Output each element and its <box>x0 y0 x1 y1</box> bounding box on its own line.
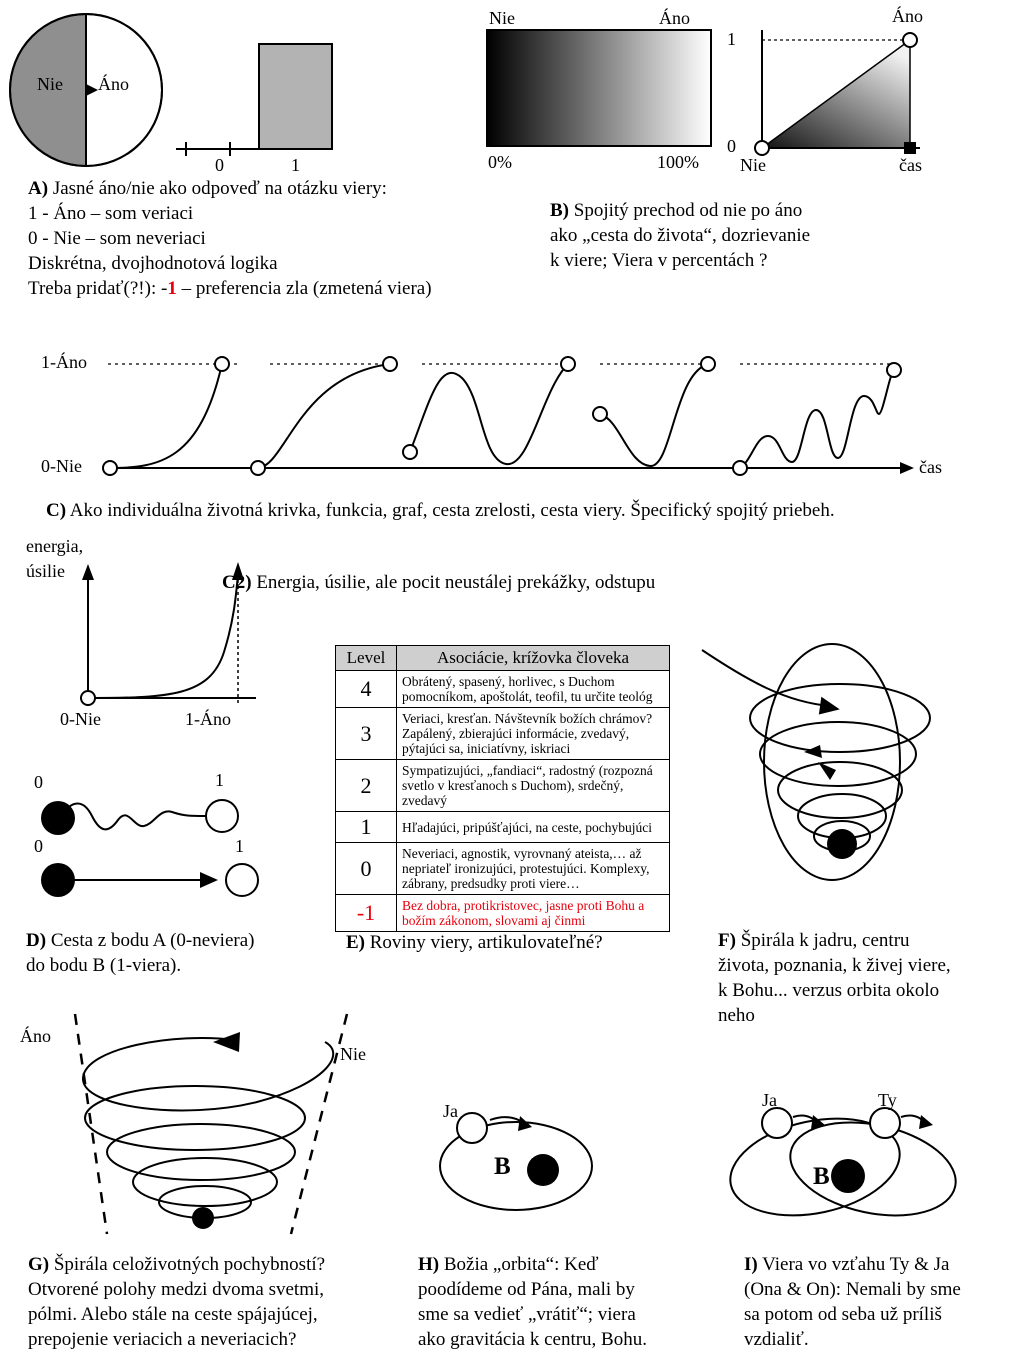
figure-c-curves <box>30 340 930 490</box>
caption-a-line4: Diskrétna, dvojhodnotová logika <box>28 253 278 274</box>
caption-g-line3: pólmi. Alebo stále na ceste spájajúcej, <box>28 1304 318 1325</box>
caption-c2-title: C2) <box>222 572 252 593</box>
level-value-minus1: -1 <box>336 895 397 932</box>
caption-e <box>346 930 686 955</box>
level-value-2: 2 <box>336 760 397 812</box>
caption-h-line2: poodídeme od Pána, mali by <box>418 1279 635 1300</box>
caption-g-title: G) <box>28 1254 50 1275</box>
level-text-1: Hľadajúci, pripúšťajúci, na ceste, pochybujúci <box>397 812 670 843</box>
table-header-level: Level <box>336 646 397 671</box>
table-row <box>336 812 670 843</box>
pie-label-nie: Nie <box>37 74 63 94</box>
figg-label-ano: Áno <box>20 1026 51 1046</box>
figc-label-ano: 1-Áno <box>41 352 87 372</box>
figi-label-ty: Ty <box>878 1090 897 1110</box>
figure-d-paths <box>20 780 260 910</box>
caption-b-line3: k viere; Viera v percentách ? <box>550 250 768 271</box>
figc2-ylabel-1: energia, <box>26 536 84 556</box>
caption-e-title: E) <box>346 932 365 953</box>
caption-d-line2: do bodu B (1-viera). <box>26 955 182 976</box>
figd-label-top-1: 1 <box>215 770 224 790</box>
caption-a-line5-pre: Treba pridať(?!): - <box>28 278 168 299</box>
level-value-3: 3 <box>336 708 397 760</box>
figc2-ylabel-2: úsilie <box>26 561 65 581</box>
caption-c-line1: Ako individuálna životná krivka, funkcia, graf, cesta zrelosti, cesta viery. Špecifický spojitý priebeh. <box>69 500 835 521</box>
gradient-label-nie: Nie <box>489 8 515 28</box>
table-row <box>336 760 670 812</box>
caption-d-title: D) <box>26 930 47 951</box>
figd-label-top-0: 0 <box>34 772 43 792</box>
levels-table-element <box>335 645 670 932</box>
caption-h-line4: ako gravitácia k centru, Bohu. <box>418 1329 647 1350</box>
level-text-2: Sympatizujúci, „fandiaci“, radostný (rozpozná svetlo v kresťanoch s Duchom), srdečný, zvedavý <box>397 760 670 812</box>
table-row <box>336 708 670 760</box>
table-header-row <box>336 646 670 671</box>
caption-i <box>744 1252 1014 1352</box>
caption-i-line3: sa potom od seba už príliš <box>744 1304 942 1325</box>
table-header-assoc: Asociácie, krížovka človeka <box>397 646 670 671</box>
caption-f-line3: k Bohu... verzus orbita okolo <box>718 980 940 1001</box>
caption-g-line4: prepojenie veriacich a neveriacich? <box>28 1329 297 1350</box>
caption-d <box>26 928 326 978</box>
figure-g-spiral <box>25 1010 375 1240</box>
figh-label-ja: Ja <box>443 1101 458 1121</box>
caption-d-line1: Cesta z bodu A (0-neviera) <box>50 930 255 951</box>
gradient-label-0pct: 0% <box>488 152 512 172</box>
caption-b <box>550 198 970 273</box>
ramp-label-nie: Nie <box>740 155 766 175</box>
caption-a-line1: Jasné áno/nie ako odpoveď na otázku viery: <box>52 178 387 199</box>
ramp-label-one: 1 <box>727 29 736 49</box>
caption-c2-line1: Energia, úsilie, ale pocit neustálej prekážky, odstupu <box>256 572 656 593</box>
caption-f <box>718 928 998 1028</box>
levels-table <box>335 645 670 932</box>
gradient-label-100pct: 100% <box>657 152 699 172</box>
gradient-label-ano: Áno <box>659 8 690 28</box>
level-text-4: Obrátený, spasený, horlivec, s Duchom pomocníkom, apoštolát, teofil, tu určite teológ <box>397 671 670 708</box>
figc-label-nie: 0-Nie <box>41 456 82 476</box>
figc2-xlabel-right: 1-Áno <box>185 709 231 729</box>
level-text-3: Veriaci, kresťan. Návštevník božích chrámov? Zapálený, zbierajúci informácie, zvedavý, pýtajúci sa, iniciatívny, iskriaci <box>397 708 670 760</box>
figure-i-relation <box>705 1095 965 1235</box>
bar-tick-1: 1 <box>291 155 300 175</box>
caption-a-line2: 1 - Áno – som veriaci <box>28 203 194 224</box>
caption-b-line1: Spojitý prechod od nie po áno <box>573 200 803 221</box>
ramp-label-zero: 0 <box>727 136 736 156</box>
caption-g-line2: Otvorené polohy medzi dvoma svetmi, <box>28 1279 325 1300</box>
ramp-label-cas: čas <box>899 155 922 175</box>
level-value-4: 4 <box>336 671 397 708</box>
caption-c2 <box>222 570 782 595</box>
caption-i-title: I) <box>744 1254 758 1275</box>
figc2-xlabel-left: 0-Nie <box>60 709 101 729</box>
caption-i-line4: vzdialiť. <box>744 1329 809 1350</box>
caption-a <box>28 176 548 301</box>
caption-h-title: H) <box>418 1254 440 1275</box>
caption-f-line2: života, poznania, k živej viere, <box>718 955 951 976</box>
figi-label-ja: Ja <box>762 1090 777 1110</box>
caption-a-line5-num: 1 <box>167 278 177 299</box>
figc-label-cas: čas <box>919 457 942 477</box>
caption-i-line2: (Ona & On): Nemali by sme <box>744 1279 961 1300</box>
level-value-1: 1 <box>336 812 397 843</box>
table-row <box>336 671 670 708</box>
figi-label-b: B <box>813 1163 830 1190</box>
bar-tick-0: 0 <box>215 155 224 175</box>
level-value-0: 0 <box>336 843 397 895</box>
caption-a-title: A) <box>28 178 49 199</box>
level-text-0: Neveriaci, agnostik, vyrovnaný ateista,… až nepriateľ ironizujúci, protestujúci. Komplexy, zábrany, predsudky proti viere… <box>397 843 670 895</box>
caption-a-line3: 0 - Nie – som neveriaci <box>28 228 206 249</box>
figure-b-ramp <box>740 26 970 166</box>
caption-b-title: B) <box>550 200 569 221</box>
caption-c-title: C) <box>46 500 67 521</box>
pie-label-ano: Áno <box>98 74 129 94</box>
figg-label-nie: Nie <box>340 1044 366 1064</box>
caption-i-line1: Viera vo vzťahu Ty & Ja <box>762 1254 950 1275</box>
figure-b-gradient <box>487 30 717 150</box>
figd-label-bottom-1: 1 <box>235 836 244 856</box>
caption-f-line1: Špirála k jadru, centru <box>740 930 910 951</box>
caption-g-line1: Špirála celoživotných pochybností? <box>53 1254 326 1275</box>
caption-f-line4: neho <box>718 1005 755 1026</box>
caption-h-line3: sme sa vedieť „vrátiť“; viera <box>418 1304 636 1325</box>
level-text-minus1: Bez dobra, protikristovec, jasne proti Bohu a božím zákonom, slovami aj činmi <box>397 895 670 932</box>
caption-h-line1: Božia „orbita“: Keď <box>443 1254 599 1275</box>
figd-label-bottom-0: 0 <box>34 836 43 856</box>
table-row <box>336 895 670 932</box>
ramp-label-ano: Áno <box>892 6 923 26</box>
caption-h <box>418 1252 738 1352</box>
figh-label-b: B <box>494 1153 511 1180</box>
figure-f-spiral <box>690 640 980 910</box>
caption-c <box>46 498 946 523</box>
caption-f-title: F) <box>718 930 736 951</box>
caption-g <box>28 1252 408 1352</box>
table-row <box>336 843 670 895</box>
caption-e-line1: Roviny viery, artikulovateľné? <box>369 932 603 953</box>
caption-a-line5-post: – preferencia zla (zmetená viera) <box>176 278 432 299</box>
caption-b-line2: ako „cesta do života“, dozrievanie <box>550 225 811 246</box>
